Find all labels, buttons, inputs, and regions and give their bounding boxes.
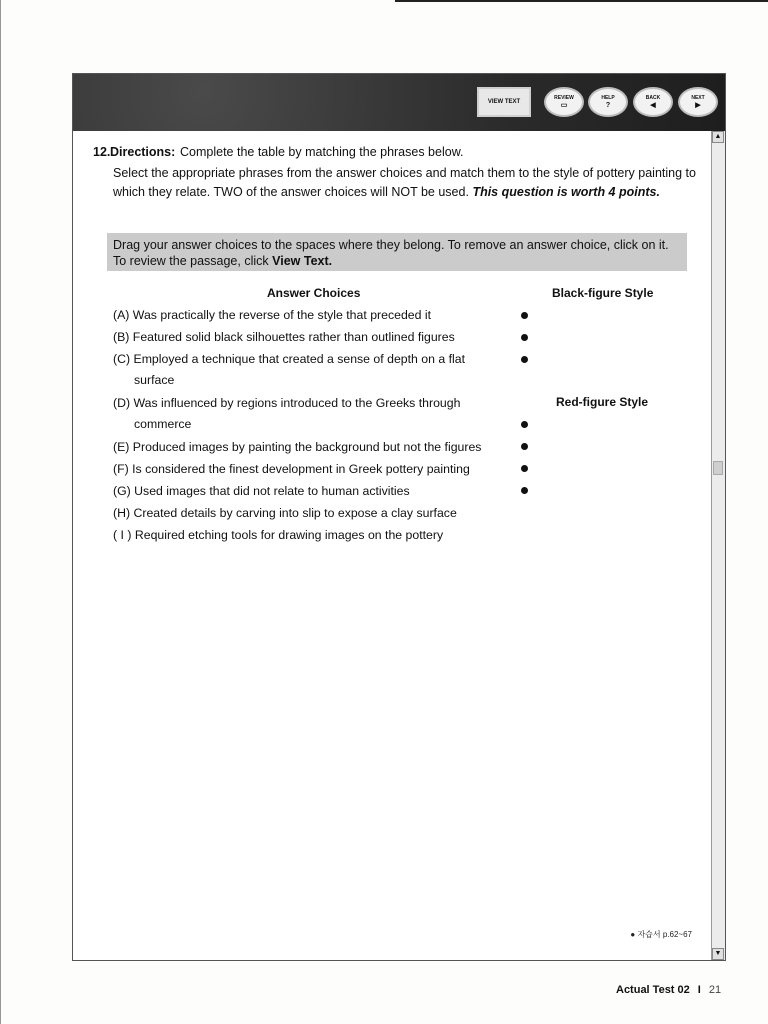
arrow-left-icon: ◀ bbox=[650, 101, 656, 109]
answer-choice-f[interactable]: (F) Is considered the finest development in Greek pottery painting bbox=[113, 462, 470, 476]
red-figure-drop-slot[interactable] bbox=[521, 465, 528, 472]
top-rule bbox=[395, 0, 768, 2]
answer-choices-heading: Answer Choices bbox=[267, 286, 361, 300]
red-figure-drop-slot[interactable] bbox=[521, 443, 528, 450]
red-figure-drop-slot[interactable] bbox=[521, 421, 528, 428]
back-button-label: BACK bbox=[645, 94, 661, 101]
black-figure-drop-slot[interactable] bbox=[521, 334, 528, 341]
answer-choice-a[interactable]: (A) Was practically the reverse of the style that preceded it bbox=[113, 308, 432, 322]
answer-choice-b[interactable]: (B) Featured solid black silhouettes rather than outlined figures bbox=[113, 330, 455, 344]
directions-text: Complete the table by matching the phrases below. bbox=[180, 145, 464, 159]
left-page-edge bbox=[0, 0, 1, 1024]
scroll-thumb[interactable] bbox=[713, 461, 723, 475]
next-button[interactable] bbox=[678, 87, 718, 117]
answer-choice-c-continued[interactable]: surface bbox=[134, 373, 175, 387]
answer-choice-i[interactable]: ( I ) Required etching tools for drawing images on the pottery bbox=[113, 528, 444, 542]
help-button-label: HELP bbox=[601, 94, 615, 101]
review-icon: ▭ bbox=[560, 101, 568, 109]
directions-label: Directions: bbox=[110, 145, 176, 159]
red-figure-heading: Red-figure Style bbox=[556, 395, 649, 409]
points-note: This question is worth 4 points. bbox=[472, 185, 660, 199]
help-button[interactable] bbox=[588, 87, 628, 117]
vertical-scrollbar[interactable] bbox=[711, 131, 725, 960]
answer-choice-g[interactable]: (G) Used images that did not relate to human activities bbox=[113, 484, 410, 498]
question-body bbox=[113, 164, 703, 202]
black-figure-drop-slot[interactable] bbox=[521, 356, 528, 363]
answer-choice-h[interactable]: (H) Created details by carving into slip to expose a clay surface bbox=[113, 506, 457, 520]
study-guide-footnote: ● 자습서 p.62~67 bbox=[630, 930, 692, 939]
question-content bbox=[73, 131, 712, 960]
title-bar bbox=[73, 74, 725, 131]
view-text-button[interactable]: VIEW TEXT bbox=[477, 87, 531, 117]
test-window bbox=[72, 73, 726, 961]
black-figure-heading: Black-figure Style bbox=[552, 286, 654, 300]
instruction-band bbox=[107, 233, 687, 271]
question-mark-icon: ? bbox=[605, 101, 611, 109]
back-button[interactable] bbox=[633, 87, 673, 117]
question-body-text: Select the appropriate phrases from the answer choices and match them to the style of pottery painting to which they relate. TWO of the answer choices will NOT be used. bbox=[113, 166, 696, 199]
arrow-right-icon: ▶ bbox=[695, 101, 701, 109]
question-number: 12. bbox=[93, 145, 111, 159]
answer-choice-d[interactable]: (D) Was influenced by regions introduced to the Greeks through bbox=[113, 396, 461, 410]
answer-choice-d-continued[interactable]: commerce bbox=[134, 417, 192, 431]
scroll-down-arrow-icon[interactable]: ▼ bbox=[712, 948, 724, 960]
review-button[interactable] bbox=[544, 87, 584, 117]
instruction-text: Drag your answer choices to the spaces where they belong. To remove an answer choice, click on it. To review the passage, click bbox=[113, 238, 669, 268]
view-text-link[interactable]: View Text. bbox=[272, 254, 333, 268]
red-figure-drop-slot[interactable] bbox=[521, 487, 528, 494]
footer-separator: I bbox=[697, 984, 701, 996]
scroll-up-arrow-icon[interactable]: ▲ bbox=[712, 131, 724, 143]
answer-choice-e[interactable]: (E) Produced images by painting the background but not the figures bbox=[113, 440, 482, 454]
page-number: 21 bbox=[708, 984, 722, 996]
footer-title: Actual Test 02 bbox=[616, 984, 690, 996]
next-button-label: NEXT bbox=[691, 94, 705, 101]
page-footer bbox=[616, 984, 721, 996]
review-button-label: REVIEW bbox=[554, 94, 574, 101]
black-figure-drop-slot[interactable] bbox=[521, 312, 528, 319]
answer-choice-c[interactable]: (C) Employed a technique that created a sense of depth on a flat bbox=[113, 352, 466, 366]
